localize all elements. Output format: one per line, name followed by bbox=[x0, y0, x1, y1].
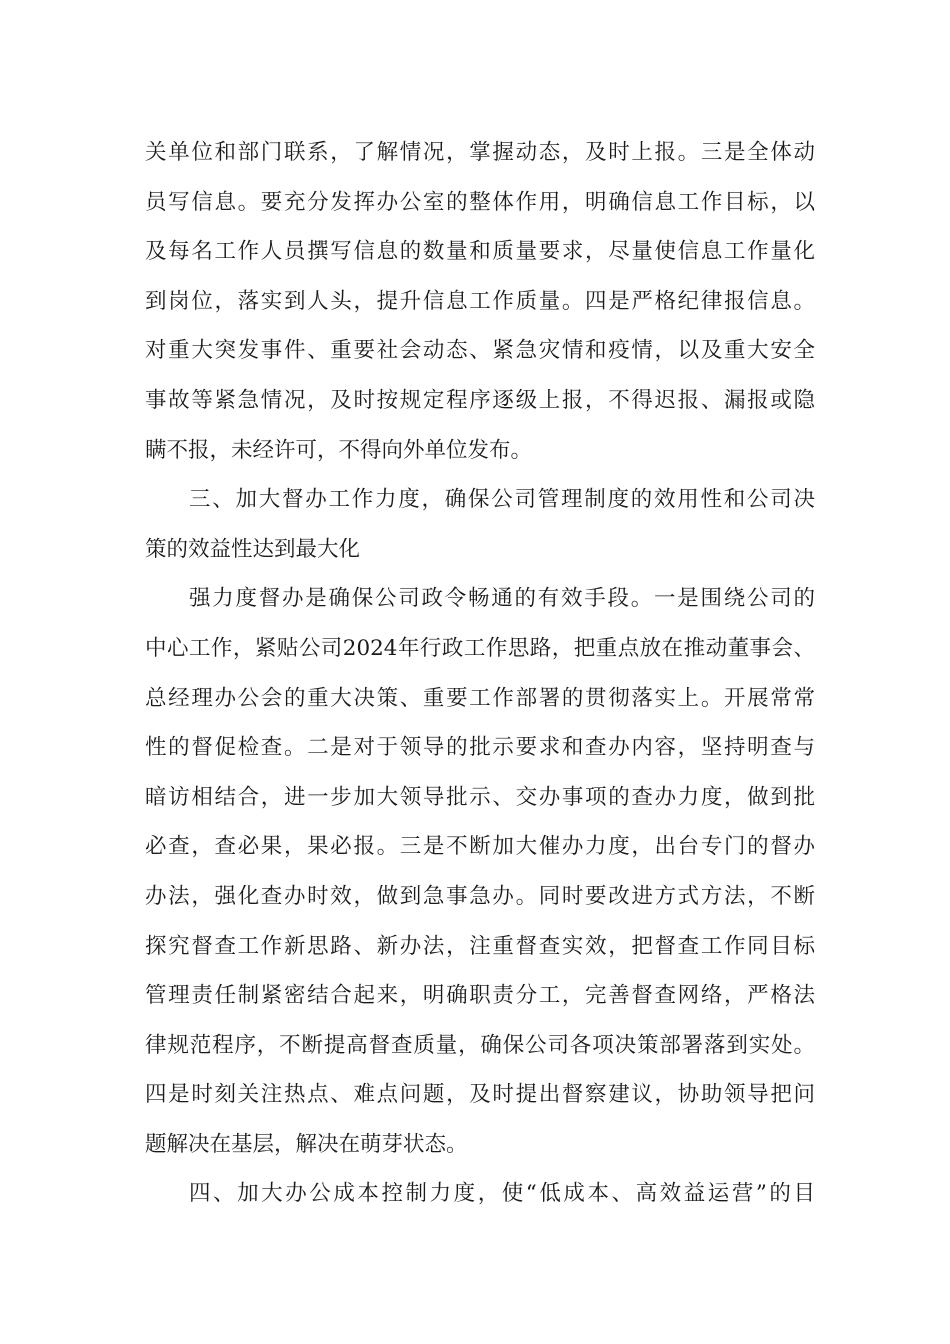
section-heading-line: 三、加大督办工作力度，确保公司管理制度的效用性和公司决 bbox=[189, 487, 815, 513]
text-line: 员写信息。要充分发挥办公室的整体作用，明确信息工作目标，以 bbox=[145, 189, 815, 215]
text-line: 必查，查必果，果必报。三是不断加大催办力度，出台专门的督办 bbox=[145, 834, 815, 860]
text-line: 题解决在基层，解决在萌芽状态。 bbox=[145, 1131, 468, 1157]
document-body bbox=[145, 128, 815, 1219]
text-line: 四是时刻关注热点、难点问题，及时提出督察建议，协助领导把问 bbox=[145, 1082, 815, 1108]
text-line: 及每名工作人员撰写信息的数量和质量要求，尽量使信息工作量化 bbox=[145, 239, 815, 265]
text-line: 总经理办公会的重大决策、重要工作部署的贯彻落实上。开展常常 bbox=[145, 685, 815, 711]
text-line: 关单位和部门联系，了解情况，掌握动态，及时上报。三是全体动 bbox=[145, 140, 815, 165]
text-line: 瞒不报，未经许可，不得向外单位发布。 bbox=[145, 437, 533, 463]
section-heading-line: 策的效益性达到最大化 bbox=[145, 536, 361, 562]
text-line: 管理责任制紧密结合起来，明确职责分工，完善督查网络，严格法 bbox=[145, 983, 815, 1009]
text-line: 到岗位，落实到人头，提升信息工作质量。四是严格纪律报信息。 bbox=[145, 288, 815, 314]
text-line: 探究督查工作新思路、新办法，注重督查实效，把督查工作同目标 bbox=[145, 933, 815, 959]
text-line: 性的督促检查。二是对于领导的批示要求和查办内容，坚持明查与 bbox=[145, 735, 815, 761]
text-line: 中心工作，紧贴公司2024年行政工作思路，把重点放在推动董事会、 bbox=[145, 635, 815, 661]
text-line: 暗访相结合，进一步加大领导批示、交办事项的查办力度，做到批 bbox=[145, 784, 815, 810]
section-heading-line: 四、加大办公成本控制力度，使“低成本、高效益运营”的目 bbox=[189, 1181, 815, 1207]
text-line: 强力度督办是确保公司政令畅通的有效手段。一是围绕公司的 bbox=[189, 586, 815, 612]
text-line: 对重大突发事件、重要社会动态、紧急灾情和疫情，以及重大安全 bbox=[145, 338, 815, 364]
text-line: 办法，强化查办时效，做到急事急办。同时要改进方式方法，不断 bbox=[145, 883, 815, 909]
text-line: 事故等紧急情况，及时按规定程序逐级上报，不得迟报、漏报或隐 bbox=[145, 387, 815, 413]
text-line: 律规范程序，不断提高督查质量，确保公司各项决策部署落到实处。 bbox=[145, 1032, 815, 1058]
